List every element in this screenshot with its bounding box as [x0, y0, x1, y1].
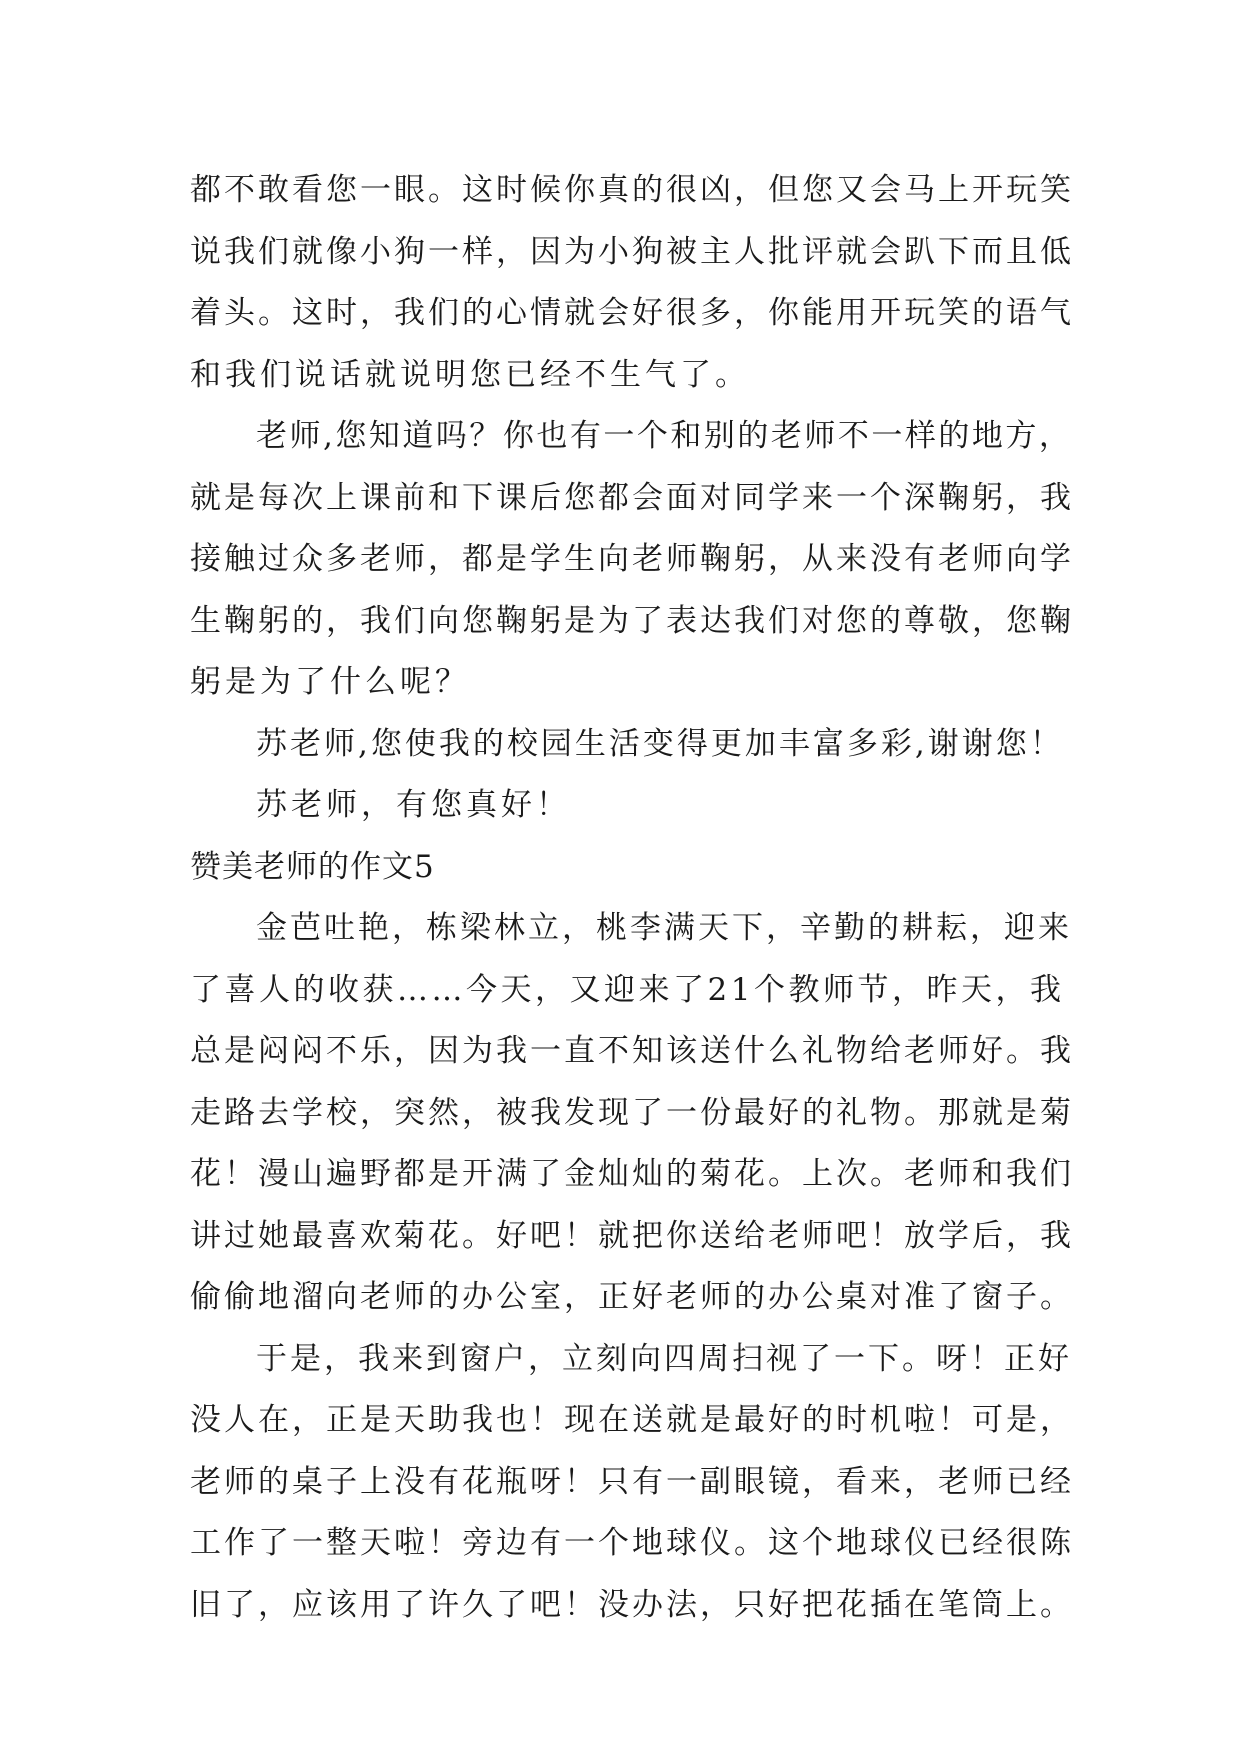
essay-text — [190, 160, 1075, 1636]
text-line: 都不敢看您一眼。这时候你真的很凶，但您又会马上开玩笑 — [190, 172, 1074, 208]
text-line: 工作了一整天啦！旁边有一个地球仪。这个地球仪已经很陈 — [190, 1525, 1074, 1561]
paragraph-start-line: 于是，我来到窗户，立刻向四周扫视了一下。呀！正好 — [256, 1340, 1072, 1377]
text-line: 了喜人的收获……今天，又迎来了21个教师节，昨天，我 — [190, 971, 1065, 1008]
paragraph-start-line: 老师,您知道吗？你也有一个和别的老师不一样的地方， — [256, 418, 1073, 454]
text-line: 和我们说话就说明您已经不生气了。 — [190, 356, 750, 393]
text-line: 就是每次上课前和下课后您都会面对同学来一个深鞠躬，我 — [190, 479, 1074, 516]
text-line: 躬是为了什么呢？ — [190, 664, 470, 700]
text-line: 说我们就像小狗一样，因为小狗被主人批评就会趴下而且低 — [190, 233, 1074, 270]
paragraph-start-line: 苏老师，有您真好！ — [256, 787, 571, 823]
text-line: 花！漫山遍野都是开满了金灿灿的菊花。上次。老师和我们 — [190, 1156, 1074, 1192]
text-line: 总是闷闷不乐，因为我一直不知该送什么礼物给老师好。我 — [190, 1033, 1074, 1069]
paragraph-start-line: 苏老师,您使我的校园生活变得更加丰富多彩,谢谢您！ — [256, 725, 1064, 762]
text-line: 着头。这时，我们的心情就会好很多，你能用开玩笑的语气 — [190, 295, 1074, 331]
text-line: 偷偷地溜向老师的办公室，正好老师的办公桌对准了窗子。 — [190, 1279, 1074, 1315]
section-heading: 赞美老师的作文5 — [190, 848, 435, 885]
text-line: 生鞠躬的，我们向您鞠躬是为了表达我们对您的尊敬，您鞠 — [190, 602, 1074, 639]
text-line: 旧了，应该用了许久了吧！没办法，只好把花插在笔筒上。 — [190, 1586, 1074, 1623]
paragraph-start-line: 金芭吐艳，栋梁林立，桃李满天下，辛勤的耕耘，迎来 — [256, 910, 1072, 946]
text-line: 讲过她最喜欢菊花。好吧！就把你送给老师吧！放学后，我 — [190, 1217, 1074, 1254]
text-line: 老师的桌子上没有花瓶呀！只有一副眼镜，看来，老师已经 — [190, 1463, 1074, 1500]
text-line: 走路去学校，突然，被我发现了一份最好的礼物。那就是菊 — [190, 1094, 1074, 1131]
text-line: 接触过众多老师，都是学生向老师鞠躬，从来没有老师向学 — [190, 541, 1074, 577]
text-line: 没人在，正是天助我也！现在送就是最好的时机啦！可是， — [190, 1402, 1074, 1438]
